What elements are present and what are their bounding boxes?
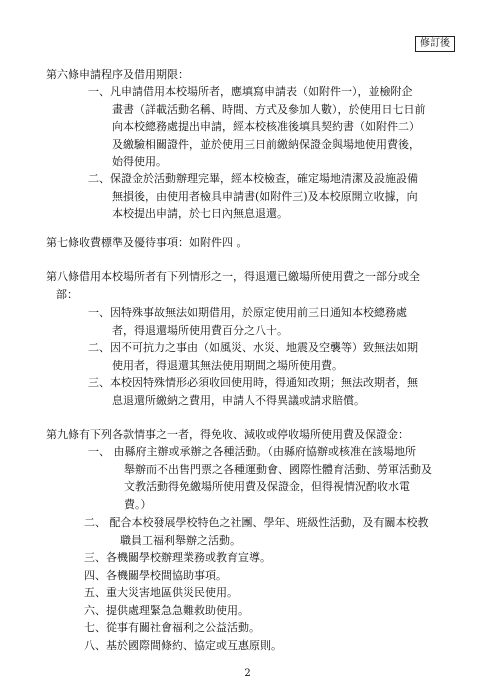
text-line: 費。） [124, 497, 152, 511]
text-line: 職員工福利舉辦之活動。 [120, 533, 241, 547]
article-9-item-2 [84, 514, 429, 549]
page-number: 2 [244, 668, 251, 679]
text-line: 向本校總務處提出申請，經本校核准後填具契約書（如附件二） [112, 120, 420, 133]
article-9-item-4: 四、各機關學校間協助事項。 [84, 569, 227, 582]
text-line: 文教活動得免繳場所使用費及保證金，但得視情況酌收水電 [124, 480, 410, 493]
article-9-item-5: 五、重大災害地區供災民使用。 [84, 586, 238, 599]
article-8-item-2 [88, 339, 418, 374]
text-line: 使用者，得退還其無法使用期間之場所使用費。 [112, 358, 343, 372]
revision-badge: 修訂後 [415, 36, 455, 52]
article-6-item-1 [88, 83, 426, 171]
article-6-heading: 第六條申請程序及借用期限： [46, 68, 189, 81]
text-line: 二、因不可抗力之事由（如風災、水災、地震及空襲等）致無法如期 [88, 341, 418, 354]
article-9-item-7: 七、從事有關社會福利之公益活動。 [84, 621, 260, 634]
text-line: 始得使用。 [112, 155, 167, 168]
article-7-heading: 第七條收費標準及優待事項：如附件四 。 [46, 236, 248, 249]
article-8-heading [46, 268, 456, 303]
text-line: 二、 配合本校發展學校特色之社團、學年、班級性活動，及有關本校教 [84, 516, 429, 529]
article-9-item-3: 三、各機關學校辦理業務或教育宣導。 [84, 551, 271, 564]
article-9-item-8: 八、基於國際間條約、協定或互惠原則。 [84, 639, 282, 652]
text-line: 一、因特殊事故無法如期借用，於原定使用前三日通知本校總務處 [88, 306, 407, 319]
text-line: 者，得退還場所使用費百分之八十。 [112, 323, 288, 337]
text-line: 一、凡申請借用本校場所者，應填寫申請表（如附件一），並檢附企 [88, 85, 413, 98]
text-line: 二、保證金於活動辦理完畢，經本校檢查，確定場地清潔及設施設備 [88, 172, 418, 185]
text-line: 無損後，由使用者檢具申請書(如附件三)及本校原開立收據，向 [112, 189, 418, 203]
article-8-item-3 [88, 374, 418, 409]
article-9-item-1 [88, 443, 432, 513]
text-line: 一、 由縣府主辦或承辦之各種活動。（由縣府協辦或核准在該場地所 [88, 445, 416, 458]
text-line: 舉辦而不出售門票之各種運動會、國際性體育活動、勞軍活動及 [124, 462, 432, 476]
article-6-item-2 [88, 170, 418, 223]
article-8-item-1 [88, 304, 407, 339]
text-line: 息退還所繳納之費用，申請人不得異議或請求賠償。 [112, 393, 365, 407]
text-line: 本校提出申請，於七日內無息退還。 [112, 207, 288, 220]
text-line: 及繳驗相關證件，並於使用三日前繳納保證金與場地使用費後， [112, 137, 420, 151]
text-line: 部： [56, 287, 78, 301]
text-line: 三、本校因特殊情形必須收回使用時，得通知改期；無法改期者，無 [88, 376, 418, 389]
text-line: 第八條借用本校場所者有下列情形之一，得退還已繳場所使用費之一部分或全 [46, 270, 420, 283]
article-9-heading: 第九條有下列各款情事之一者，得免收、減收或停收場所使用費及保證金： [46, 428, 409, 441]
article-9-item-6: 六、提供處理緊急急難救助使用。 [84, 604, 249, 617]
text-line: 畫書（詳載活動名稱、時間、方式及參加人數），於使用日七日前 [112, 102, 426, 116]
